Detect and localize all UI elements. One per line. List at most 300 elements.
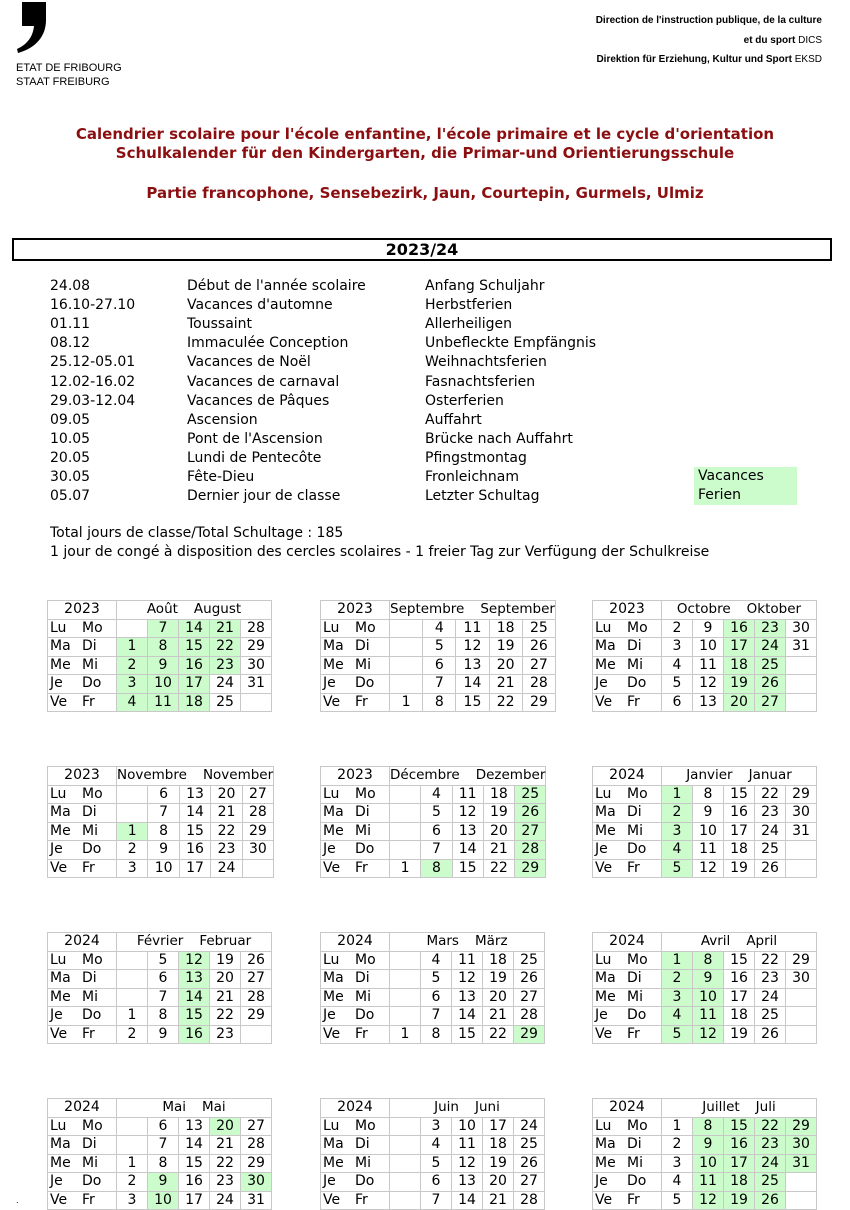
weekday-label: Me Mi <box>593 822 662 841</box>
day-cell <box>241 693 272 712</box>
weekday-label: Lu Mo <box>593 785 662 804</box>
holiday-day-cell: 24 <box>755 1154 786 1173</box>
day-cell: 31 <box>241 1191 272 1210</box>
day-cell: 2 <box>662 1136 693 1155</box>
month-name-fr: Mai <box>162 1099 186 1116</box>
day-cell <box>117 970 148 989</box>
day-cell: 5 <box>148 951 179 970</box>
weekday-label: Me Mi <box>593 1154 662 1173</box>
calendar-month-name <box>662 1099 817 1118</box>
day-cell <box>390 675 423 694</box>
holiday-day-cell: 30 <box>241 1173 272 1192</box>
holiday-day-cell: 7 <box>148 619 179 638</box>
calendar-year: 2023 <box>48 767 117 786</box>
weekday-label: Ve Fr <box>321 1025 390 1044</box>
day-cell: 17 <box>724 988 755 1007</box>
day-cell: 6 <box>662 693 693 712</box>
holiday-day-cell: 10 <box>693 988 724 1007</box>
holiday-day-cell: 3 <box>662 822 693 841</box>
weekday-label: Je Do <box>48 841 117 860</box>
event-label-fr: Toussaint <box>187 316 253 333</box>
weekday-label: Ve Fr <box>48 1191 117 1210</box>
day-cell: 7 <box>423 675 456 694</box>
day-cell: 9 <box>693 804 724 823</box>
weekday-label: Je Do <box>593 1007 662 1026</box>
month-name-de: August <box>193 601 242 618</box>
weekday-label: Ma Di <box>48 804 117 823</box>
day-cell <box>117 804 148 823</box>
event-label-de: Letzter Schultag <box>425 488 540 505</box>
day-cell: 14 <box>452 1007 483 1026</box>
day-cell <box>786 1025 817 1044</box>
day-cell: 25 <box>514 951 545 970</box>
day-cell <box>786 675 817 694</box>
day-cell: 15 <box>724 785 755 804</box>
day-cell: 29 <box>241 638 272 657</box>
weekday-label: Ma Di <box>321 638 390 657</box>
day-cell: 12 <box>693 859 724 878</box>
calendar-month-name <box>662 601 817 620</box>
month-name-fr: Juillet <box>702 1099 740 1116</box>
day-cell: 28 <box>241 988 272 1007</box>
day-cell: 21 <box>210 988 241 1007</box>
holiday-day-cell: 20 <box>724 693 755 712</box>
calendar-month-name <box>390 1099 545 1118</box>
day-cell: 31 <box>786 638 817 657</box>
day-cell: 23 <box>755 804 786 823</box>
month-name-de: Juni <box>475 1099 500 1116</box>
event-label-fr: Pont de l'Ascension <box>187 430 323 447</box>
month-name-fr: Octobre <box>676 601 731 618</box>
day-cell: 1 <box>390 693 423 712</box>
calendar-year: 2024 <box>48 933 117 952</box>
calendar-year: 2024 <box>321 1099 390 1118</box>
day-cell: 12 <box>452 970 483 989</box>
day-cell: 21 <box>210 1136 241 1155</box>
month-name-de: April <box>746 933 778 950</box>
event-date: 10.05 <box>50 430 91 447</box>
month-name-fr: Mars <box>426 933 459 950</box>
day-cell: 11 <box>452 1136 483 1155</box>
holiday-day-cell: 29 <box>786 1117 817 1136</box>
day-cell: 23 <box>210 1173 241 1192</box>
holiday-day-cell: 4 <box>662 1007 693 1026</box>
month-name-fr: Janvier <box>686 767 733 784</box>
holiday-day-cell: 5 <box>662 1025 693 1044</box>
day-cell: 15 <box>452 859 483 878</box>
day-cell: 25 <box>755 841 786 860</box>
month-name-fr: Juin <box>434 1099 459 1116</box>
day-cell <box>242 859 273 878</box>
event-label-de: Herbstferien <box>425 297 513 314</box>
weekday-label: Je Do <box>48 675 117 694</box>
holiday-day-cell: 19 <box>724 675 755 694</box>
event-date: 29.03-12.04 <box>50 392 136 409</box>
weekday-label: Me Mi <box>48 988 117 1007</box>
day-cell <box>117 951 148 970</box>
day-cell: 24 <box>210 1191 241 1210</box>
holiday-day-cell: 2 <box>662 804 693 823</box>
holiday-day-cell: 11 <box>693 1007 724 1026</box>
day-cell: 2 <box>117 841 148 860</box>
calendar-year: 2023 <box>321 767 390 786</box>
day-cell: 3 <box>117 1191 148 1210</box>
day-cell: 8 <box>148 822 179 841</box>
day-cell: 4 <box>662 1173 693 1192</box>
day-cell <box>390 804 421 823</box>
holiday-day-cell: 15 <box>724 1117 755 1136</box>
holiday-day-cell: 28 <box>515 841 546 860</box>
day-cell: 15 <box>456 693 489 712</box>
holiday-day-cell: 8 <box>693 1117 724 1136</box>
day-cell: 17 <box>179 1191 210 1210</box>
day-cell: 10 <box>452 1117 483 1136</box>
weekday-label: Je Do <box>48 1007 117 1026</box>
day-cell: 21 <box>211 804 242 823</box>
day-cell: 6 <box>421 988 452 1007</box>
day-cell: 14 <box>179 804 210 823</box>
logo-text-de: STAAT FREIBURG <box>16 76 110 88</box>
weekday-label: Me Mi <box>593 988 662 1007</box>
holiday-day-cell: 12 <box>693 1191 724 1210</box>
day-cell: 3 <box>421 1117 452 1136</box>
day-cell: 10 <box>148 859 179 878</box>
day-cell: 31 <box>786 822 817 841</box>
holiday-day-cell: 1 <box>117 638 148 657</box>
weekday-label: Je Do <box>593 1173 662 1192</box>
day-cell: 27 <box>522 656 555 675</box>
holiday-day-cell: 20 <box>210 1117 241 1136</box>
day-cell <box>117 988 148 1007</box>
month-name-de: März <box>474 933 508 950</box>
weekday-label: Ve Fr <box>593 1191 662 1210</box>
weekday-label: Ve Fr <box>48 693 117 712</box>
day-cell: 5 <box>421 804 452 823</box>
event-date: 12.02-16.02 <box>50 373 136 390</box>
day-cell: 6 <box>148 970 179 989</box>
day-cell: 23 <box>755 970 786 989</box>
weekday-label: Ve Fr <box>321 1191 390 1210</box>
weekday-label: Ma Di <box>321 970 390 989</box>
weekday-label: Ve Fr <box>593 693 662 712</box>
day-cell: 30 <box>242 841 273 860</box>
weekday-label: Me Mi <box>321 656 390 675</box>
day-cell: 29 <box>241 1154 272 1173</box>
day-cell: 30 <box>786 970 817 989</box>
holiday-day-cell: 10 <box>693 1154 724 1173</box>
holiday-day-cell: 31 <box>786 1154 817 1173</box>
day-cell: 21 <box>483 1007 514 1026</box>
month-name-de: Januar <box>748 767 792 784</box>
weekday-label: Lu Mo <box>593 619 662 638</box>
holiday-day-cell: 16 <box>179 1025 210 1044</box>
day-cell: 18 <box>483 1136 514 1155</box>
day-cell <box>390 988 421 1007</box>
event-date: 08.12 <box>50 335 91 352</box>
weekday-label: Ve Fr <box>593 859 662 878</box>
day-cell: 15 <box>724 951 755 970</box>
day-cell: 9 <box>693 619 724 638</box>
event-date: 30.05 <box>50 469 91 485</box>
day-cell: 24 <box>755 822 786 841</box>
day-cell: 22 <box>210 1007 241 1026</box>
weekday-label: Me Mi <box>48 656 117 675</box>
day-cell <box>117 785 148 804</box>
weekday-label: Me Mi <box>48 1154 117 1173</box>
department-line-2: et du sport DICS <box>743 35 822 46</box>
day-cell: 18 <box>489 619 522 638</box>
day-cell: 13 <box>179 1117 210 1136</box>
day-cell <box>786 693 817 712</box>
day-cell: 28 <box>241 619 272 638</box>
day-cell: 15 <box>179 1154 210 1173</box>
holiday-day-cell: 14 <box>179 988 210 1007</box>
day-cell: 16 <box>179 841 210 860</box>
day-cell <box>390 841 421 860</box>
event-label-fr: Début de l'année scolaire <box>187 278 366 294</box>
event-label-fr: Vacances d'automne <box>187 297 333 314</box>
day-cell: 13 <box>456 656 489 675</box>
event-label-fr: Vacances de carnaval <box>187 373 340 390</box>
holiday-day-cell: 15 <box>179 1007 210 1026</box>
holiday-day-cell: 1 <box>662 785 693 804</box>
weekday-label: Je Do <box>321 841 390 860</box>
day-cell: 19 <box>210 951 241 970</box>
holiday-day-cell: 26 <box>755 675 786 694</box>
holiday-day-cell: 10 <box>148 1191 179 1210</box>
day-cell: 11 <box>693 841 724 860</box>
month-name-fr: Décembre <box>390 767 460 784</box>
holiday-day-cell: 18 <box>179 693 210 712</box>
day-cell <box>390 970 421 989</box>
day-cell <box>786 1191 817 1210</box>
month-calendar <box>592 766 817 878</box>
calendar-year: 2024 <box>593 1099 662 1118</box>
holiday-day-cell: 2 <box>117 656 148 675</box>
weekday-label: Je Do <box>48 1173 117 1192</box>
title-de: Schulkalender für den Kindergarten, die Primar-und Orientierungsschule <box>115 144 735 162</box>
month-name-de: Dezember <box>475 767 546 784</box>
day-cell: 2 <box>117 1173 148 1192</box>
holiday-day-cell: 26 <box>515 804 546 823</box>
day-cell: 3 <box>662 1154 693 1173</box>
month-calendar <box>47 932 272 1044</box>
month-name-fr: Avril <box>700 933 731 950</box>
day-cell: 19 <box>483 1154 514 1173</box>
day-cell: 1 <box>117 1007 148 1026</box>
calendar-year: 2024 <box>321 933 390 952</box>
day-cell: 10 <box>693 638 724 657</box>
day-cell: 4 <box>421 785 452 804</box>
day-cell: 17 <box>179 859 210 878</box>
holiday-day-cell: 18 <box>724 656 755 675</box>
event-date: 05.07 <box>50 488 91 505</box>
day-cell: 12 <box>452 804 483 823</box>
weekday-label: Ma Di <box>321 1136 390 1155</box>
holiday-day-cell: 27 <box>755 693 786 712</box>
weekday-label: Ma Di <box>48 970 117 989</box>
day-cell <box>390 619 423 638</box>
calendar-month-name <box>390 933 545 952</box>
day-cell: 5 <box>662 1191 693 1210</box>
holiday-day-cell: 29 <box>515 859 546 878</box>
day-cell: 9 <box>148 1025 179 1044</box>
day-cell: 11 <box>452 785 483 804</box>
holiday-day-cell: 10 <box>148 675 179 694</box>
holiday-day-cell: 16 <box>724 619 755 638</box>
holiday-day-cell: 24 <box>755 638 786 657</box>
holiday-day-cell: 29 <box>514 1025 545 1044</box>
day-cell: 25 <box>210 693 241 712</box>
day-cell: 8 <box>148 1154 179 1173</box>
weekday-label: Lu Mo <box>321 951 390 970</box>
weekday-label: Ma Di <box>593 804 662 823</box>
day-cell: 22 <box>755 951 786 970</box>
day-cell: 28 <box>514 1007 545 1026</box>
day-cell <box>786 841 817 860</box>
holiday-day-cell: 11 <box>693 1173 724 1192</box>
event-label-de: Weihnachtsferien <box>425 354 547 371</box>
calendar-year: 2024 <box>48 1099 117 1118</box>
day-cell <box>786 1173 817 1192</box>
month-name-fr: Août <box>146 601 178 618</box>
calendar-year: 2023 <box>48 601 117 620</box>
weekday-label: Me Mi <box>48 822 117 841</box>
day-cell: 8 <box>693 785 724 804</box>
canton-logo-icon <box>14 0 50 54</box>
day-cell: 22 <box>210 1154 241 1173</box>
weekday-label: Lu Mo <box>48 1117 117 1136</box>
day-cell: 19 <box>489 638 522 657</box>
day-cell: 27 <box>241 1117 272 1136</box>
event-date: 01.11 <box>50 316 91 333</box>
weekday-label: Je Do <box>321 1007 390 1026</box>
day-cell: 23 <box>211 841 242 860</box>
day-cell: 27 <box>241 970 272 989</box>
calendar-month-name <box>390 767 546 786</box>
month-name-fr: Novembre <box>117 767 187 784</box>
calendar-month-name <box>117 601 272 620</box>
weekday-label: Ma Di <box>593 1136 662 1155</box>
day-cell: 7 <box>421 1191 452 1210</box>
day-cell: 25 <box>514 1136 545 1155</box>
event-label-de: Pfingstmontag <box>425 449 527 466</box>
day-cell: 20 <box>489 656 522 675</box>
calendar-year: 2023 <box>321 601 390 620</box>
day-cell: 3 <box>117 859 148 878</box>
weekday-label: Lu Mo <box>593 1117 662 1136</box>
calendar-month-name <box>662 767 817 786</box>
holiday-day-cell: 4 <box>662 841 693 860</box>
day-cell: 24 <box>210 675 241 694</box>
day-cell <box>786 1007 817 1026</box>
day-cell <box>390 1117 421 1136</box>
day-cell: 19 <box>483 970 514 989</box>
day-cell: 28 <box>242 804 273 823</box>
day-cell: 30 <box>786 619 817 638</box>
holiday-day-cell: 19 <box>724 1191 755 1210</box>
day-cell: 17 <box>724 822 755 841</box>
day-cell: 28 <box>522 675 555 694</box>
day-cell: 6 <box>423 656 456 675</box>
weekday-label: Ma Di <box>321 804 390 823</box>
day-cell: 11 <box>452 951 483 970</box>
month-name-de: November <box>202 767 274 784</box>
weekday-label: Ve Fr <box>321 859 390 878</box>
day-cell: 26 <box>241 951 272 970</box>
holiday-day-cell: 25 <box>755 1173 786 1192</box>
logo-text-fr: ETAT DE FRIBOURG <box>16 62 122 74</box>
weekday-label: Lu Mo <box>48 951 117 970</box>
day-cell: 24 <box>755 988 786 1007</box>
weekday-label: Lu Mo <box>48 785 117 804</box>
month-calendar <box>592 1098 817 1210</box>
weekday-label: Ma Di <box>48 638 117 657</box>
day-cell <box>390 822 421 841</box>
title-fr: Calendrier scolaire pour l'école enfantine, l'école primaire et le cycle d'orientation <box>75 125 775 143</box>
day-cell <box>390 1191 421 1210</box>
month-calendar <box>320 932 545 1044</box>
holiday-day-cell: 13 <box>179 970 210 989</box>
day-cell: 21 <box>483 841 514 860</box>
holiday-day-cell: 18 <box>724 1173 755 1192</box>
day-cell: 11 <box>456 619 489 638</box>
weekday-label: Me Mi <box>321 988 390 1007</box>
month-name-de: Juli <box>755 1099 776 1116</box>
event-date: 24.08 <box>50 278 91 294</box>
event-label-de: Brücke nach Auffahrt <box>425 430 573 447</box>
day-cell: 3 <box>662 638 693 657</box>
day-cell: 13 <box>452 988 483 1007</box>
weekday-label: Ma Di <box>593 638 662 657</box>
day-cell: 31 <box>241 675 272 694</box>
holiday-day-cell: 26 <box>755 1191 786 1210</box>
day-cell: 24 <box>514 1117 545 1136</box>
day-cell: 22 <box>211 822 242 841</box>
day-cell: 29 <box>242 822 273 841</box>
holiday-day-cell: 9 <box>693 970 724 989</box>
holiday-day-cell: 12 <box>693 1025 724 1044</box>
day-cell: 7 <box>148 1136 179 1155</box>
day-cell: 7 <box>421 1007 452 1026</box>
legend-vacances: Vacances <box>694 467 797 486</box>
day-cell: 12 <box>456 638 489 657</box>
day-cell: 19 <box>724 1025 755 1044</box>
day-cell: 1 <box>390 1025 421 1044</box>
day-cell: 8 <box>423 693 456 712</box>
day-cell: 19 <box>724 859 755 878</box>
holiday-day-cell: 15 <box>179 638 210 657</box>
day-cell: 12 <box>452 1154 483 1173</box>
day-cell: 11 <box>693 656 724 675</box>
day-cell: 28 <box>514 1191 545 1210</box>
day-cell <box>390 638 423 657</box>
day-cell <box>786 988 817 1007</box>
calendar-month-name <box>662 933 817 952</box>
month-name-fr: Février <box>136 933 184 950</box>
legend-ferien: Ferien <box>694 486 797 505</box>
holiday-day-cell: 8 <box>693 951 724 970</box>
day-cell: 18 <box>724 841 755 860</box>
day-cell: 29 <box>786 951 817 970</box>
day-cell: 2 <box>662 619 693 638</box>
calendar-year: 2024 <box>593 933 662 952</box>
day-cell: 26 <box>514 1154 545 1173</box>
day-cell: 20 <box>211 785 242 804</box>
event-date: 09.05 <box>50 411 91 428</box>
day-cell: 9 <box>148 841 179 860</box>
holiday-day-cell: 16 <box>179 656 210 675</box>
